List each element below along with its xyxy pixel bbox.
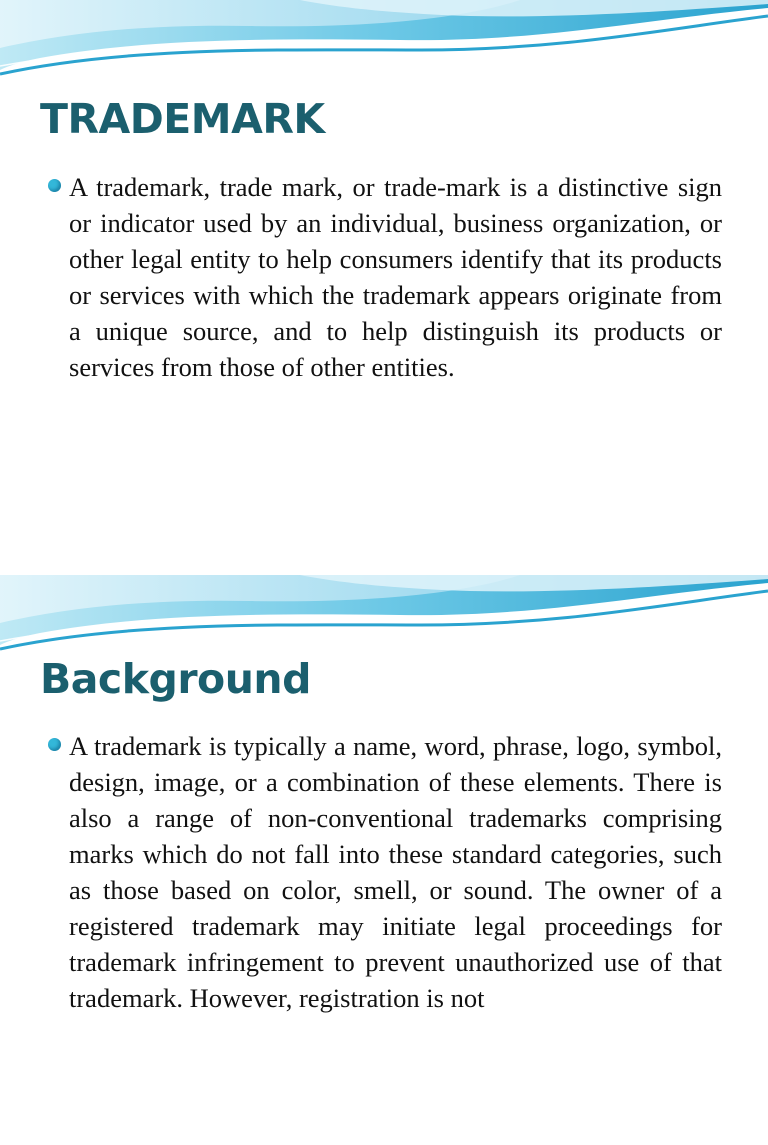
bullet-icon [48,179,61,192]
bullet-icon [48,738,61,751]
wave-banner-icon [0,0,768,80]
bullet-item [40,728,722,1016]
bullet-text: A trademark, trade mark, or trade-mark is a distinctive sign or indicator used by an individual, business organization, or other legal entity to help consumers identify that its products or services with which the trademark appears originate from a unique source, and to help distinguish its products or services from those of other entities. [69,172,722,382]
bullet-text: A trademark is typically a name, word, phrase, logo, symbol, design, image, or a combination of these elements. There is also a range of non-conventional trademarks comprising marks which do not fall into these standard categories, such as those based on color, smell, or sound. The owner of a registered trademark may initiate legal proceedings for trademark infringement to prevent unauthorized use of that trademark. However, registration is not [69,731,722,1013]
slide-background [0,575,768,1145]
bullet-item [40,169,722,385]
slide-title: TRADEMARK [40,95,325,143]
slide-trademark [0,0,768,570]
wave-banner-icon [0,575,768,655]
slide-title: Background [40,655,311,703]
